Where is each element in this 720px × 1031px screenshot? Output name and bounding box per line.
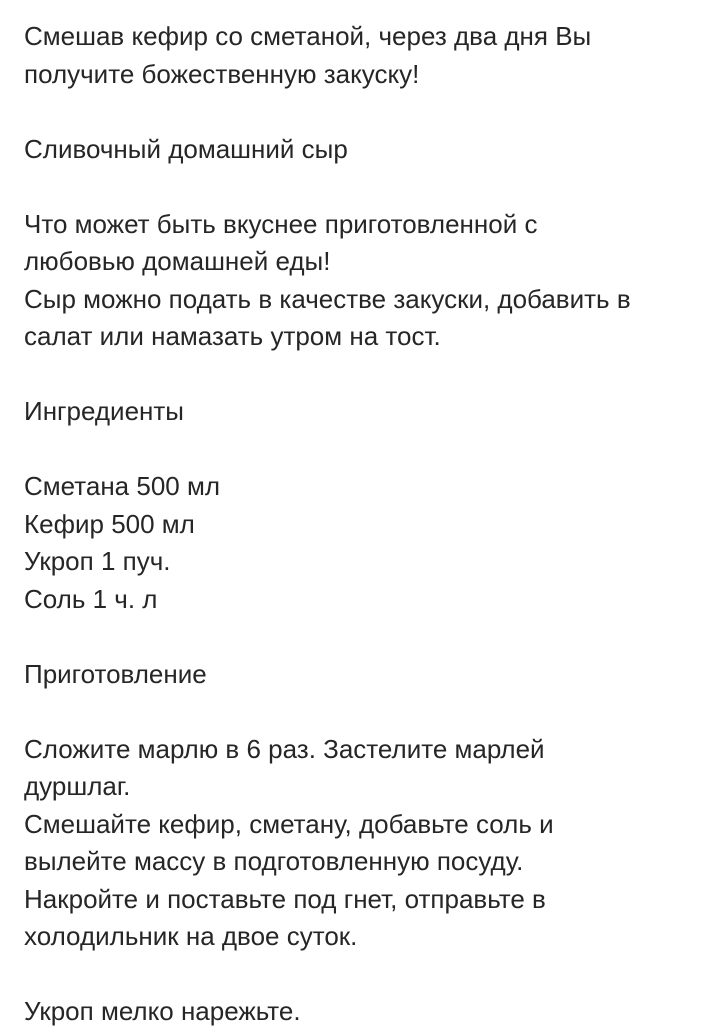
spacer	[24, 956, 704, 994]
ingredient-item: Кефир 500 мл	[24, 508, 195, 539]
preparation-last-step: Укроп мелко нарежьте.	[24, 996, 301, 1026]
ingredient-item: Соль 1 ч. л	[24, 583, 158, 614]
preparation-heading: Приготовление	[24, 658, 207, 689]
ingredient-item: Укроп 1 пуч.	[24, 546, 171, 576]
ingredient-item: Сметана 500 мл	[24, 471, 221, 501]
spacer	[24, 168, 704, 206]
spacer	[24, 356, 704, 394]
recipe-title: Сливочный домашний сыр	[24, 133, 348, 164]
spacer	[24, 618, 704, 656]
recipe-text	[24, 18, 704, 1031]
ingredients-list	[24, 468, 704, 618]
preparation-steps: Сложите марлю в 6 раз. Застелите марлей дуршлаг. Смешайте кефир, сметану, добавьте соль и вылейте массу в подготовленную посуду. Накройте и поставьте под гнет, отправьте в холодильник на двое суток.	[24, 733, 554, 951]
intro-text: Смешав кефир со сметаной, через два дня Вы получите божественную закуску!	[24, 21, 592, 89]
spacer	[24, 431, 704, 469]
spacer	[24, 93, 704, 131]
spacer	[24, 693, 704, 731]
recipe-description: Что может быть вкуснее приготовленной с любовью домашней еды! Сыр можно подать в качестве закуски, добавить в салат или намазать утром на тост.	[24, 208, 631, 351]
ingredients-heading: Ингредиенты	[24, 396, 184, 426]
